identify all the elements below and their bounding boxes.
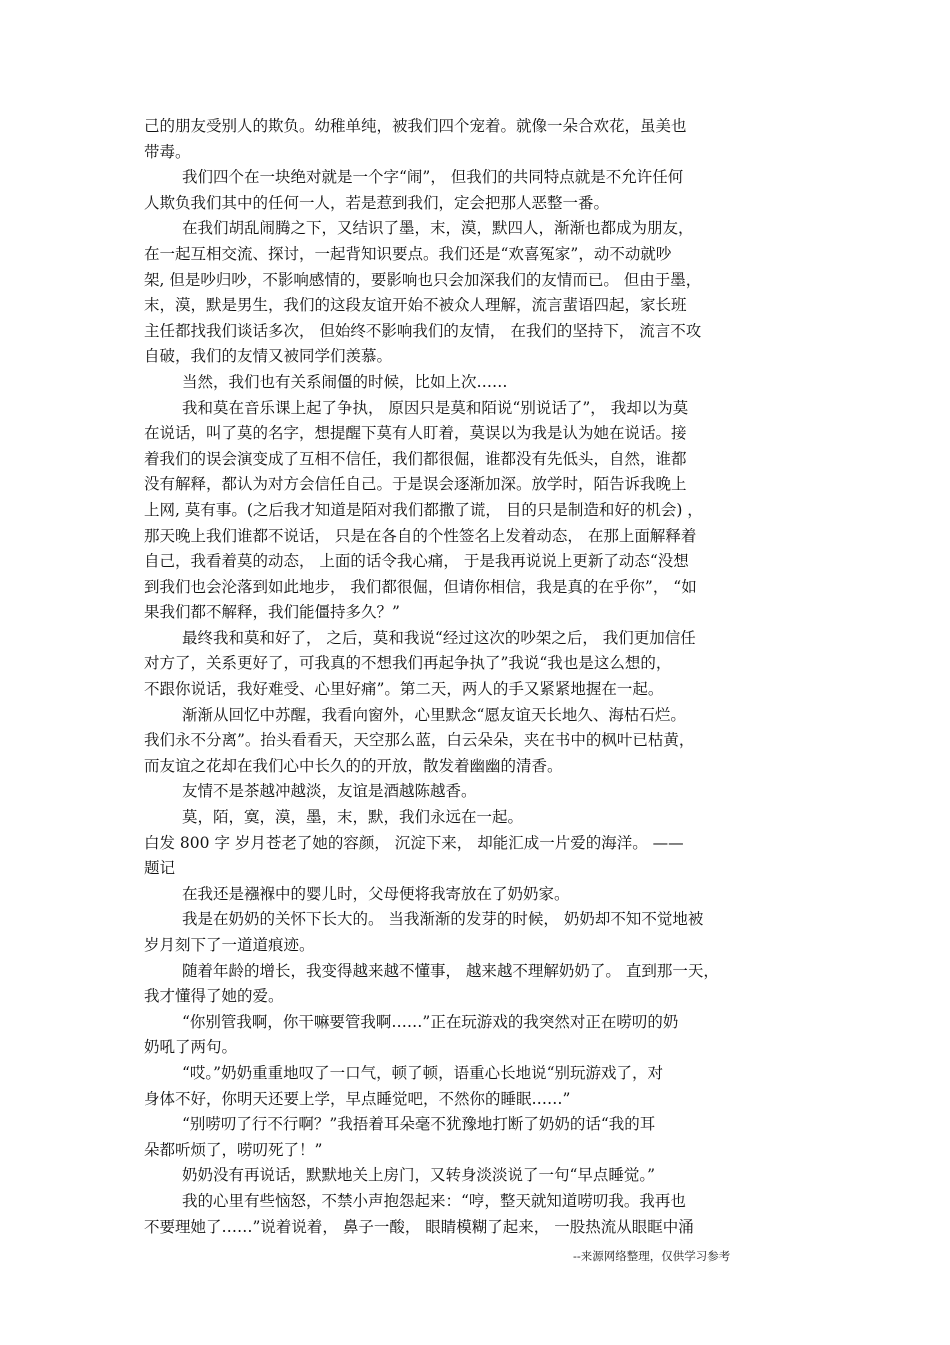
- text-line: 我才懂得了她的爱。: [144, 987, 284, 1006]
- text-line: “别唠叨了行不行啊？”我捂着耳朵毫不犹豫地打断了奶奶的话“我的耳: [182, 1115, 656, 1134]
- text-line: 自破，我们的友情又被同学们羡慕。: [144, 347, 393, 366]
- text-line: 我的心里有些恼怒，不禁小声抱怨起来：“哼，整天就知道唠叨我。我再也: [182, 1191, 686, 1210]
- text-line: 岁月刻下了一道道痕迹。: [144, 936, 315, 954]
- text-line: 而友谊之花却在我们心中长久的的开放，散发着幽幽的清香。: [144, 756, 563, 775]
- text-line: 自己，我看着莫的动态， 上面的话令我心痛， 于是我再说说上更新了动态“没想: [144, 552, 689, 571]
- text-line: 白发 800 字 岁月苍老了她的容颜， 沉淀下来， 却能汇成一片爱的海洋。 ——: [144, 833, 684, 852]
- text-line: 人欺负我们其中的任何一人，若是惹到我们，定会把那人恶整一番。: [144, 193, 610, 212]
- text-line: 果我们都不解释，我们能僵持多久？”: [144, 603, 400, 622]
- text-line: “哎。”奶奶重重地叹了一口气，顿了顿，语重心长地说“别玩游戏了，对: [182, 1063, 664, 1082]
- text-line: 着我们的误会演变成了互相不信任，我们都很倔，谁都没有先低头，自然，谁都: [144, 449, 687, 468]
- body-text: [144, 114, 806, 1240]
- text-line: 不跟你说话，我好难受、心里好痛”。第二天，两人的手又紧紧地握在一起。: [144, 680, 664, 699]
- text-line: 末，漠，默是男生，我们的这段友谊开始不被众人理解，流言蜚语四起，家长班: [144, 296, 687, 315]
- text-line: 到我们也会沦落到如此地步， 我们都很倔，但请你相信，我是真的在乎你”， “如: [144, 577, 697, 596]
- text-line: 奶吼了两句。: [144, 1038, 238, 1057]
- text-line: 随着年龄的增长，我变得越来越不懂事， 越来越不理解奶奶了。 直到那一天，: [182, 961, 719, 980]
- text-line: 没有解释，都认为对方会信任自己。于是误会逐渐加深。放学时，陌告诉我晚上: [144, 475, 687, 494]
- text-line: 在我们胡乱闹腾之下，又结识了墨，末，漠，默四人，渐渐也都成为朋友，: [182, 219, 694, 238]
- text-line: 那天晚上我们谁都不说话， 只是在各自的个性签名上发着动态， 在那上面解释着: [144, 526, 697, 545]
- text-line: 在我还是襁褓中的婴儿时，父母便将我寄放在了奶奶家。: [182, 884, 570, 903]
- text-line: 带毒。: [144, 142, 191, 161]
- text-line: 架, 但是吵归吵，不影响感情的，要影响也只会加深我们的友情而已。 但由于墨，: [144, 270, 702, 289]
- text-line: 朵都听烦了，唠叨死了！”: [144, 1140, 323, 1159]
- text-line: 上网, 莫有事。(之后我才知道是陌对我们都撒了谎， 目的只是制造和好的机会) ，: [144, 500, 703, 519]
- text-line: 我和莫在音乐课上起了争执， 原因只是莫和陌说“别说话了”， 我却以为莫: [182, 398, 689, 417]
- text-line: 主任都找我们谈话多次， 但始终不影响我们的友情， 在我们的坚持下， 流言不攻: [144, 321, 702, 340]
- text-line: 我们永不分离”。抬头看看天，天空那么蓝，白云朵朵，夹在书中的枫叶已枯黄，: [144, 731, 695, 750]
- text-line: 不要理她了……”说着说着， 鼻子一酸， 眼睛模糊了起来， 一股热流从眼眶中涌: [144, 1217, 694, 1236]
- text-line: 身体不好，你明天还要上学，早点睡觉吧，不然你的睡眠……”: [144, 1089, 571, 1108]
- text-line: 己的朋友受别人的欺负。幼稚单纯，被我们四个宠着。就像一朵合欢花，虽美也: [144, 117, 687, 135]
- text-line: 我是在奶奶的关怀下长大的。 当我渐渐的发芽的时候， 奶奶却不知不觉地被: [182, 910, 704, 929]
- text-line: 奶奶没有再说话，默默地关上房门，又转身淡淡说了一句“早点睡觉。”: [182, 1166, 656, 1185]
- text-line: 当然，我们也有关系闹僵的时候，比如上次……: [182, 372, 508, 391]
- text-line: 莫，陌，寞，漠，墨，末，默，我们永远在一起。: [182, 808, 524, 827]
- text-line: 对方了，关系更好了，可我真的不想我们再起争执了”我说“我也是这么想的，: [144, 654, 672, 673]
- source-footnote: --来源网络整理，仅供学习参考: [573, 1249, 731, 1263]
- text-line: 渐渐从回忆中苏醒，我看向窗外，心里默念“愿友谊天长地久、海枯石烂。: [182, 705, 686, 724]
- text-line: 在一起互相交流、探讨，一起背知识要点。我们还是“欢喜冤家”，动不动就吵: [144, 244, 672, 263]
- text-line: 友情不是茶越冲越淡，友谊是酒越陈越香。: [182, 782, 477, 801]
- text-line: 最终我和莫和好了， 之后，莫和我说“经过这次的吵架之后， 我们更加信任: [182, 628, 696, 647]
- text-line: “你别管我啊，你干嘛要管我啊……”正在玩游戏的我突然对正在唠叨的奶: [182, 1012, 679, 1031]
- text-line: 题记: [144, 859, 176, 878]
- text-line: 在说话，叫了莫的名字，想提醒下莫有人盯着，莫误以为我是认为她在说话。接: [144, 424, 687, 443]
- text-line: 我们四个在一块绝对就是一个字“闹”， 但我们的共同特点就是不允许任何: [182, 168, 684, 187]
